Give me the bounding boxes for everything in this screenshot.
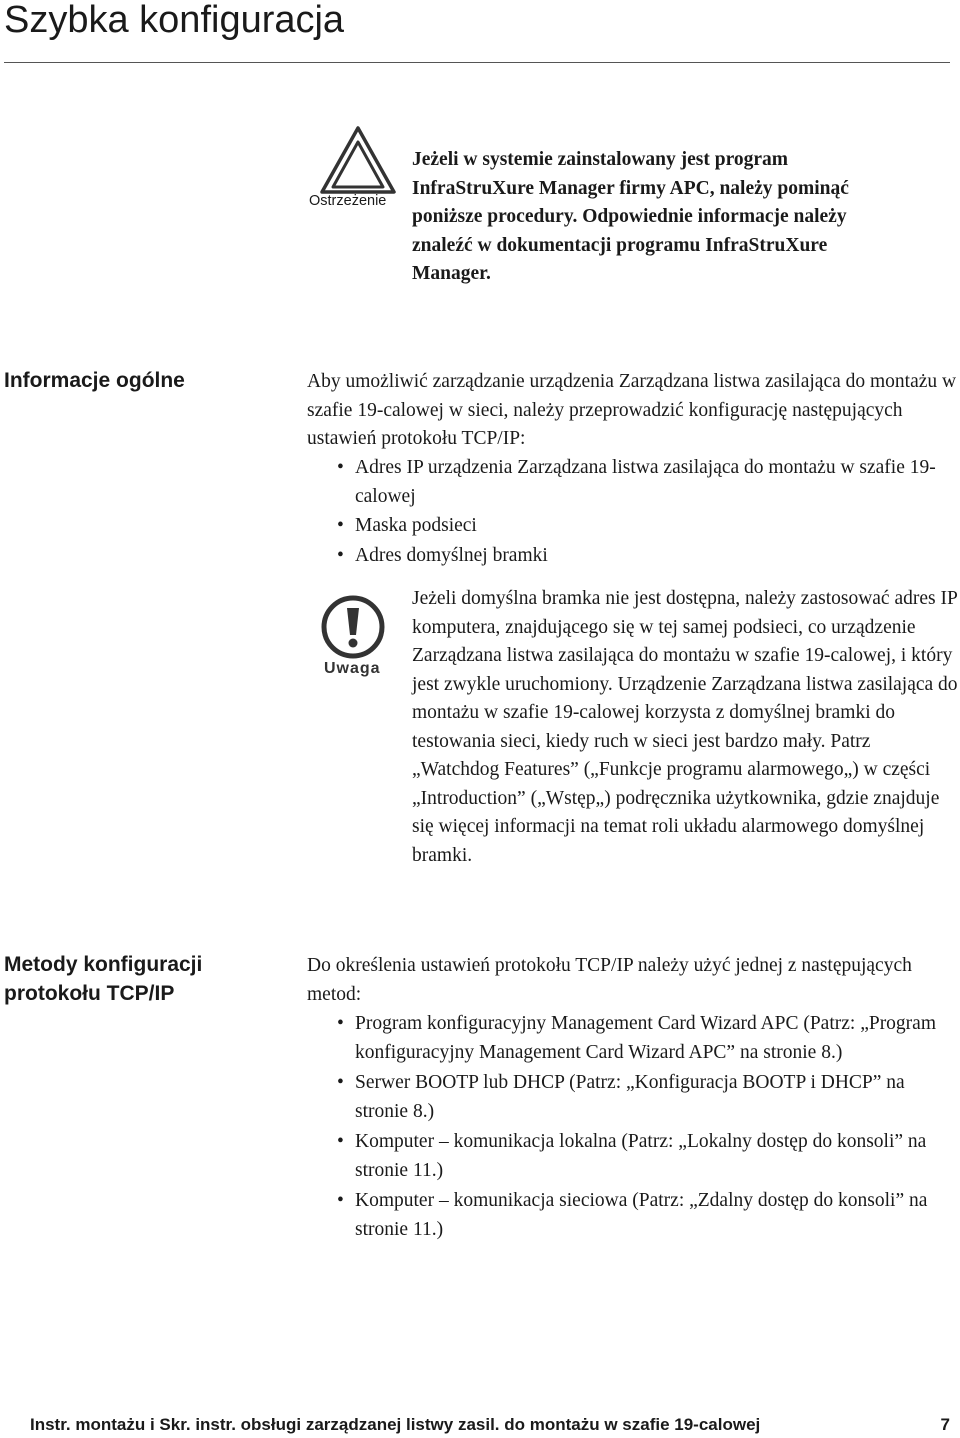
page-number: 7	[940, 1415, 950, 1434]
footer-text: Instr. montażu i Skr. instr. obsługi zarządzanej listwy zasil. do montażu w szafie 19-calowej	[30, 1415, 761, 1434]
note-label: Uwaga	[324, 660, 381, 677]
section-heading-general-info: Informacje ogólne	[4, 369, 185, 392]
bullet-icon: •	[337, 1013, 344, 1034]
methods-intro: Do określenia ustawień protokołu TCP/IP należy użyć jednej z następujących metod:	[307, 955, 912, 1005]
list-item	[307, 1187, 957, 1244]
list-item	[307, 1010, 957, 1067]
note-text: Jeżeli domyślna bramka nie jest dostępna, należy zastosować adres IP komputera, znajdującego się w tej samej podsieci, co urządzenie Zarządzana listwa zasilająca do montażu w szafie 19-calowej, i który jest zwykle uruchomiony. Urządzenie Zarządzana listwa zasilająca do montażu w szafie 19-calowej korzysta z domyślnej bramki do testowania sieci, kiedy ruch w sieci jest bardzo mały. Patrz „Watchdog Features” („Funkcje programu alarmowego„) w części „Introduction” („Wstęp„) podręcznika użytkownika, gdzie znajduje się więcej informacji na temat roli układu alarmowego domyślnej bramki.	[412, 588, 958, 866]
page-title: Szybka konfiguracja	[4, 0, 345, 41]
methods-list	[307, 1010, 957, 1244]
list-item	[307, 1069, 957, 1126]
general-info-intro: Aby umożliwić zarządzanie urządzenia Zarządzana listwa zasilająca do montażu w szafie 19-calowej w sieci, należy przeprowadzić konfigurację następujących ustawień protokołu TCP/IP:	[307, 371, 957, 449]
list-item-text: Serwer BOOTP lub DHCP (Patrz: „Konfiguracja BOOTP i DHCP” na stronie 8.)	[355, 1072, 905, 1122]
list-item-text: Adres IP urządzenia Zarządzana listwa zasilająca do montażu w szafie 19-calowej	[355, 457, 936, 507]
exclamation-circle-icon	[320, 595, 386, 659]
bullet-icon: •	[337, 457, 344, 478]
bullet-icon: •	[337, 515, 344, 536]
bullet-icon: •	[337, 1190, 344, 1211]
list-item	[307, 512, 957, 541]
bullet-icon: •	[337, 544, 344, 566]
section-heading-line: Metody konfiguracji	[4, 953, 203, 976]
list-item	[307, 454, 957, 511]
list-item-text: Komputer – komunikacja lokalna (Patrz: „Lokalny dostęp do konsoli” na stronie 11.)	[355, 1131, 927, 1181]
list-item-text: Maska podsieci	[355, 515, 477, 536]
warning-triangle-icon	[320, 126, 396, 194]
list-item-text: Adres domyślnej bramki	[355, 544, 548, 566]
general-info-list	[307, 454, 957, 570]
list-item	[307, 542, 957, 571]
list-item-text: Komputer – komunikacja sieciowa (Patrz: „Zdalny dostęp do konsoli” na stronie 11.)	[355, 1190, 928, 1240]
bullet-icon: •	[337, 1072, 344, 1093]
section-heading-line: protokołu TCP/IP	[4, 982, 175, 1005]
list-item	[307, 1128, 957, 1185]
warning-label: Ostrzeżenie	[309, 193, 387, 209]
warning-text: Jeżeli w systemie zainstalowany jest program InfraStruXure Manager firmy APC, należy pominąć poniższe procedury. Odpowiednie informacje należy znaleźć w dokumentacji programu InfraStruXure Manager.	[412, 149, 849, 284]
page-footer	[30, 1414, 950, 1436]
list-item-text: Program konfiguracyjny Management Card Wizard APC (Patrz: „Program konfiguracyjny Management Card Wizard APC” na stronie 8.)	[355, 1013, 937, 1063]
title-divider	[4, 62, 950, 63]
bullet-icon: •	[337, 1131, 344, 1152]
section-heading-methods	[4, 950, 202, 1008]
